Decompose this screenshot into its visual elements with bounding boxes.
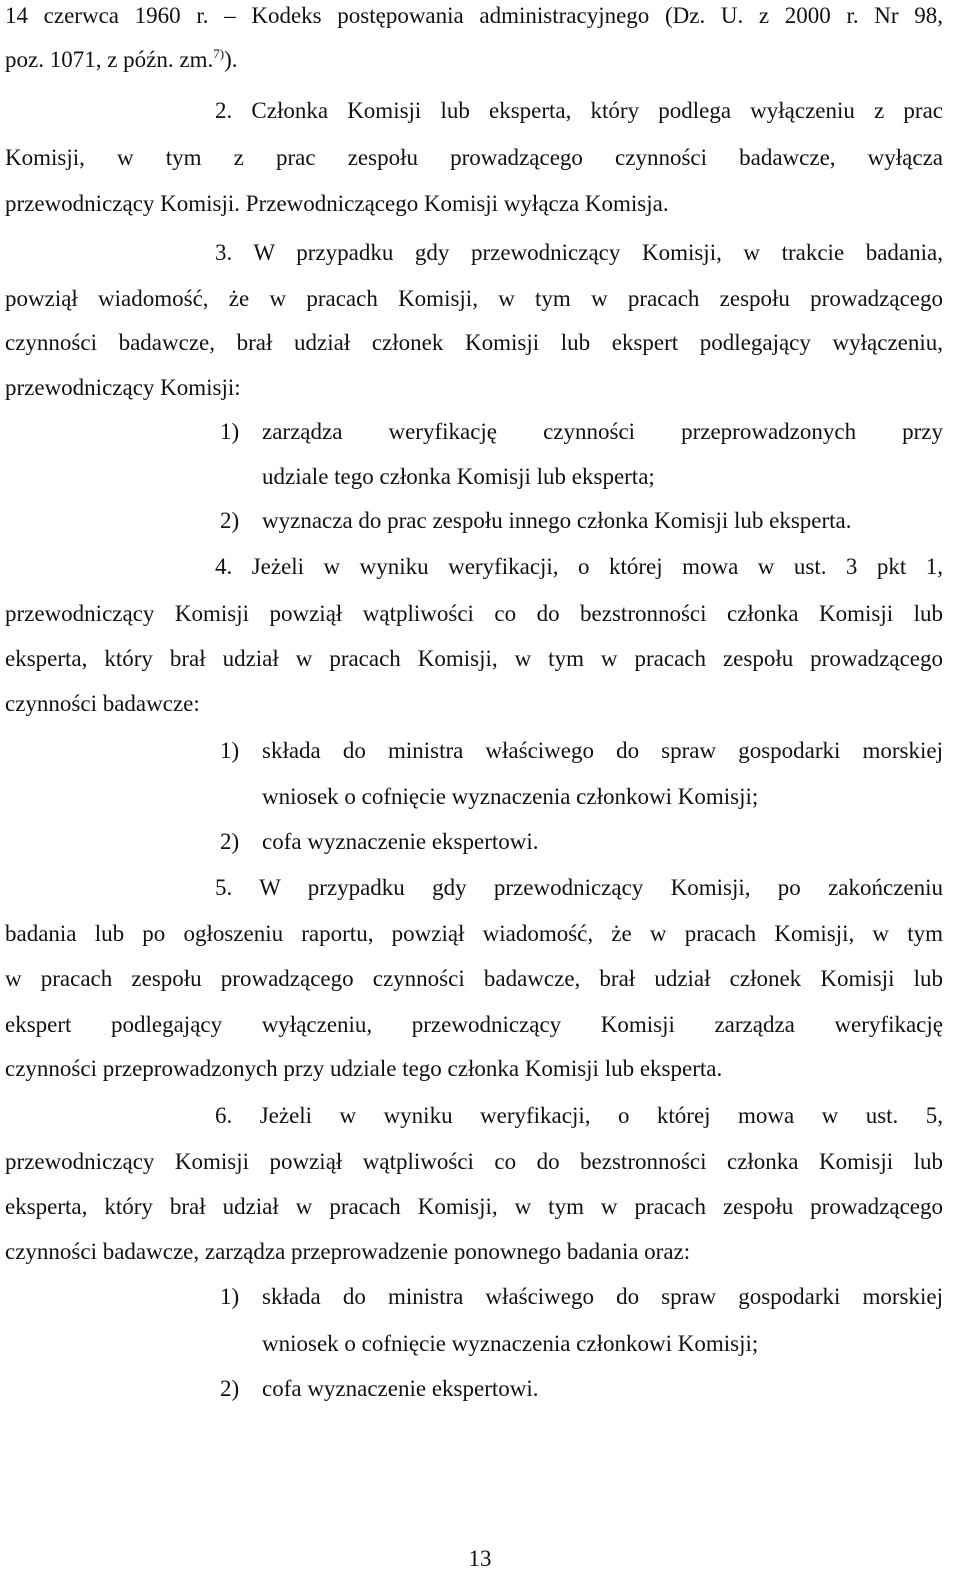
paragraph-5-line: 5. W przypadku gdy przewodniczący Komisji, po zakończeniu (215, 875, 943, 900)
list-item (220, 1281, 943, 1313)
paragraph-2-line: Komisji, w tym z prac zespołu prowadzącego czynności badawcze, wyłącza (5, 145, 943, 170)
list-item-text: zarządza weryfikację czynności przeprowadzonych przy (262, 419, 943, 444)
list-item-continuation: wniosek o cofnięcie wyznaczenia członkowi Komisji; (262, 784, 759, 809)
list-item-number: 2) (220, 829, 240, 854)
paragraph-4-line: eksperta, który brał udział w pracach Komisji, w tym w pracach zespołu prowadzącego (5, 646, 943, 671)
list-item (220, 1373, 943, 1405)
paragraph-2-line: 2. Członka Komisji lub eksperta, który podlega wyłączeniu z prac (215, 98, 943, 123)
list-item-number: 1) (220, 419, 240, 444)
paragraph-3-line: 3. W przypadku gdy przewodniczący Komisji, w trakcie badania, (215, 240, 943, 265)
paragraph-line: 14 czerwca 1960 r. – Kodeks postępowania administracyjnego (Dz. U. z 2000 r. Nr 98, (5, 3, 943, 28)
paragraph-line (5, 44, 943, 76)
paragraph-3-line: przewodniczący Komisji: (5, 375, 241, 400)
paragraph-2-line: przewodniczący Komisji. Przewodniczącego Komisji wyłącza Komisja. (5, 191, 669, 216)
paragraph-6-line: eksperta, który brał udział w pracach Komisji, w tym w pracach zespołu prowadzącego (5, 1194, 943, 1219)
list-item (220, 735, 943, 767)
paragraph-4-line: czynności badawcze: (5, 691, 200, 716)
list-item-text: wyznacza do prac zespołu innego członka Komisji lub eksperta. (262, 508, 852, 533)
page-number: 13 (468, 1546, 492, 1571)
list-item (220, 505, 943, 537)
list-item-number: 2) (220, 1376, 240, 1401)
list-item-continuation: wniosek o cofnięcie wyznaczenia członkowi Komisji; (262, 1331, 759, 1356)
paragraph-text: ). (224, 47, 238, 72)
footnote-reference: 7) (213, 46, 225, 61)
paragraph-3-line: czynności badawcze, brał udział członek Komisji lub ekspert podlegający wyłączeniu, (5, 330, 943, 355)
paragraph-5-line: w pracach zespołu prowadzącego czynności badawcze, brał udział członek Komisji lub (5, 966, 943, 991)
list-item-text: składa do ministra właściwego do spraw gospodarki morskiej (262, 1284, 943, 1309)
list-item (220, 416, 943, 448)
paragraph-6-line: przewodniczący Komisji powziął wątpliwości co do bezstronności członka Komisji lub (5, 1149, 943, 1174)
paragraph-4-line: przewodniczący Komisji powziął wątpliwości co do bezstronności członka Komisji lub (5, 601, 943, 626)
paragraph-6-line: czynności badawcze, zarządza przeprowadzenie ponownego badania oraz: (5, 1239, 691, 1264)
paragraph-6-line: 6. Jeżeli w wyniku weryfikacji, o której mowa w ust. 5, (215, 1103, 943, 1128)
paragraph-5-line: czynności przeprowadzonych przy udziale tego członka Komisji lub eksperta. (5, 1056, 723, 1081)
list-item-text: składa do ministra właściwego do spraw gospodarki morskiej (262, 738, 943, 763)
list-item-text: cofa wyznaczenie ekspertowi. (262, 829, 539, 854)
paragraph-5-line: badania lub po ogłoszeniu raportu, powziął wiadomość, że w pracach Komisji, w tym (5, 921, 943, 946)
list-item-continuation: udziale tego członka Komisji lub eksperta; (262, 464, 655, 489)
list-item (220, 826, 943, 858)
paragraph-text: poz. 1071, z późn. zm. (5, 47, 214, 72)
paragraph-3-line: powziął wiadomość, że w pracach Komisji, w tym w pracach zespołu prowadzącego (5, 286, 943, 311)
paragraph-4-line: 4. Jeżeli w wyniku weryfikacji, o której mowa w ust. 3 pkt 1, (215, 554, 943, 579)
list-item-number: 2) (220, 508, 240, 533)
list-item-number: 1) (220, 738, 240, 763)
paragraph-5-line: ekspert podlegający wyłączeniu, przewodniczący Komisji zarządza weryfikację (5, 1012, 943, 1037)
list-item-text: cofa wyznaczenie ekspertowi. (262, 1376, 539, 1401)
list-item-number: 1) (220, 1284, 240, 1309)
